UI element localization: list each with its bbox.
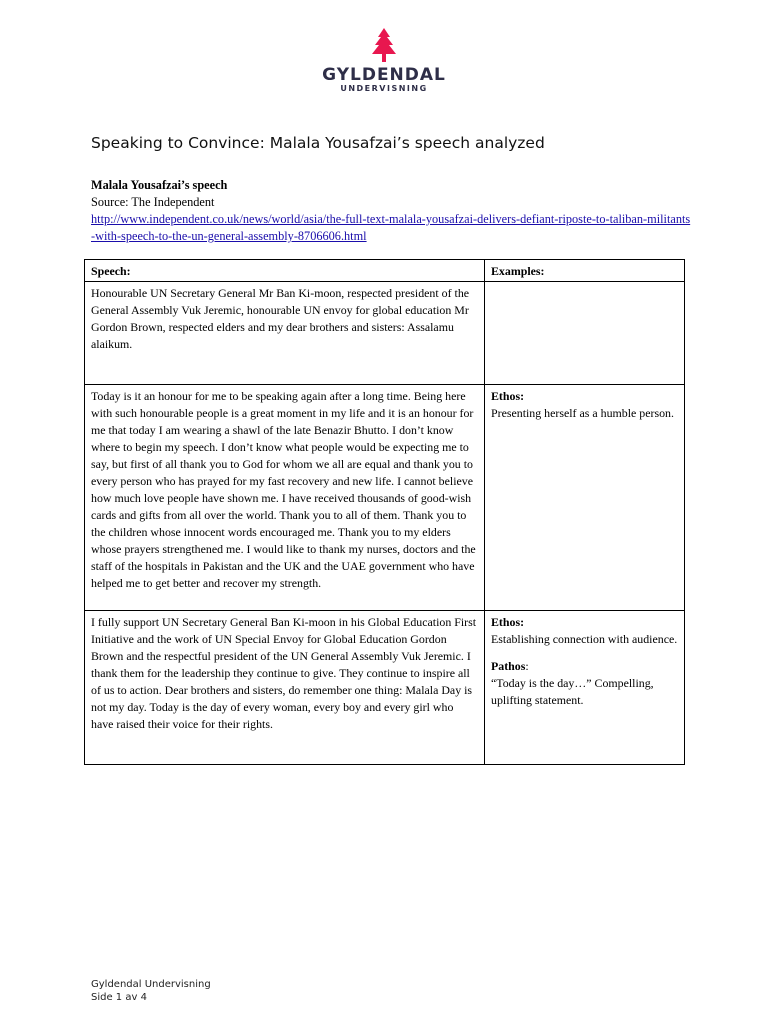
example-text: Presenting herself as a humble person.	[491, 406, 674, 420]
example-label-line: Pathos:	[491, 659, 529, 673]
tree-icon	[0, 28, 768, 64]
table-row	[85, 611, 685, 765]
source-link[interactable]: http://www.independent.co.uk/news/world/asia/the-full-text-malala-yousafzai-delivers-defiant-riposte-to-taliban-militants-with-speech-to-the-un-general-assembly-8706606.html	[91, 212, 691, 243]
speech-cell: Today is it an honour for me to be speaking again after a long time. Being here with such honourable people is a great moment in my life and it is an honour for me that today I am wearing a shawl of the late Benazir Bhutto. I don’t know where to begin my speech. I don’t know what people would be expecting me to say, but first of all thank you to God for whom we all are equal and thank you to every person who has prayed for my fast recovery and new life. I cannot believe how much love people have shown me. I have received thousands of good-wish cards and gifts from all over the world. Thank you to all of them. Thank you to the children whose innocent words encouraged me. Thank you to my elders whose prayers strengthened me. I would like to thank my nurses, doctors and the staff of the hospitals in Pakistan and the UK and the UAE government who have helped me to get better and recover my strength.	[85, 385, 485, 611]
page-footer	[91, 978, 211, 1004]
example-label: Pathos	[491, 659, 526, 673]
speech-table	[84, 259, 685, 765]
speech-cell: Honourable UN Secretary General Mr Ban Ki-moon, respected president of the General Assembly Vuk Jeremic, honourable UN envoy for global education Mr Gordon Brown, respected elders and my dear brothers and sisters: Assalamu alaikum.	[85, 282, 485, 385]
footer-publisher: Gyldendal Undervisning	[91, 979, 211, 990]
publisher-logo	[0, 28, 768, 94]
example-label: Ethos:	[491, 389, 525, 403]
source-info	[91, 177, 691, 245]
table-row	[85, 282, 685, 385]
table-row	[85, 385, 685, 611]
page-title: Speaking to Convince: Malala Yousafzai’s speech analyzed	[91, 134, 545, 152]
examples-cell	[485, 385, 685, 611]
speech-column-header: Speech:	[85, 260, 485, 282]
example-label: Ethos:	[491, 615, 525, 629]
example-text: “Today is the day…” Compelling, uplifting statement.	[491, 676, 654, 707]
source-line: Source: The Independent	[91, 195, 215, 209]
examples-cell	[485, 611, 685, 765]
logo-name: GYLDENDAL	[322, 65, 446, 85]
table-header-row	[85, 260, 685, 282]
example-text: Establishing connection with audience.	[491, 632, 678, 646]
examples-cell	[485, 282, 685, 385]
logo-subtitle: UNDERVISNING	[340, 84, 428, 93]
page-number: Side 1 av 4	[91, 992, 147, 1003]
examples-column-header: Examples:	[485, 260, 685, 282]
speech-heading: Malala Yousafzai’s speech	[91, 178, 228, 192]
speech-cell: I fully support UN Secretary General Ban Ki-moon in his Global Education First Initiative and the work of UN Special Envoy for Global Education Gordon Brown and the respectful president of the UN General Assembly Vuk Jeremic. I thank them for the leadership they continue to give. They continue to inspire all of us to action. Dear brothers and sisters, do remember one thing: Malala Day is not my day. Today is the day of every woman, every boy and every girl who have raised their voice for their rights.	[85, 611, 485, 765]
